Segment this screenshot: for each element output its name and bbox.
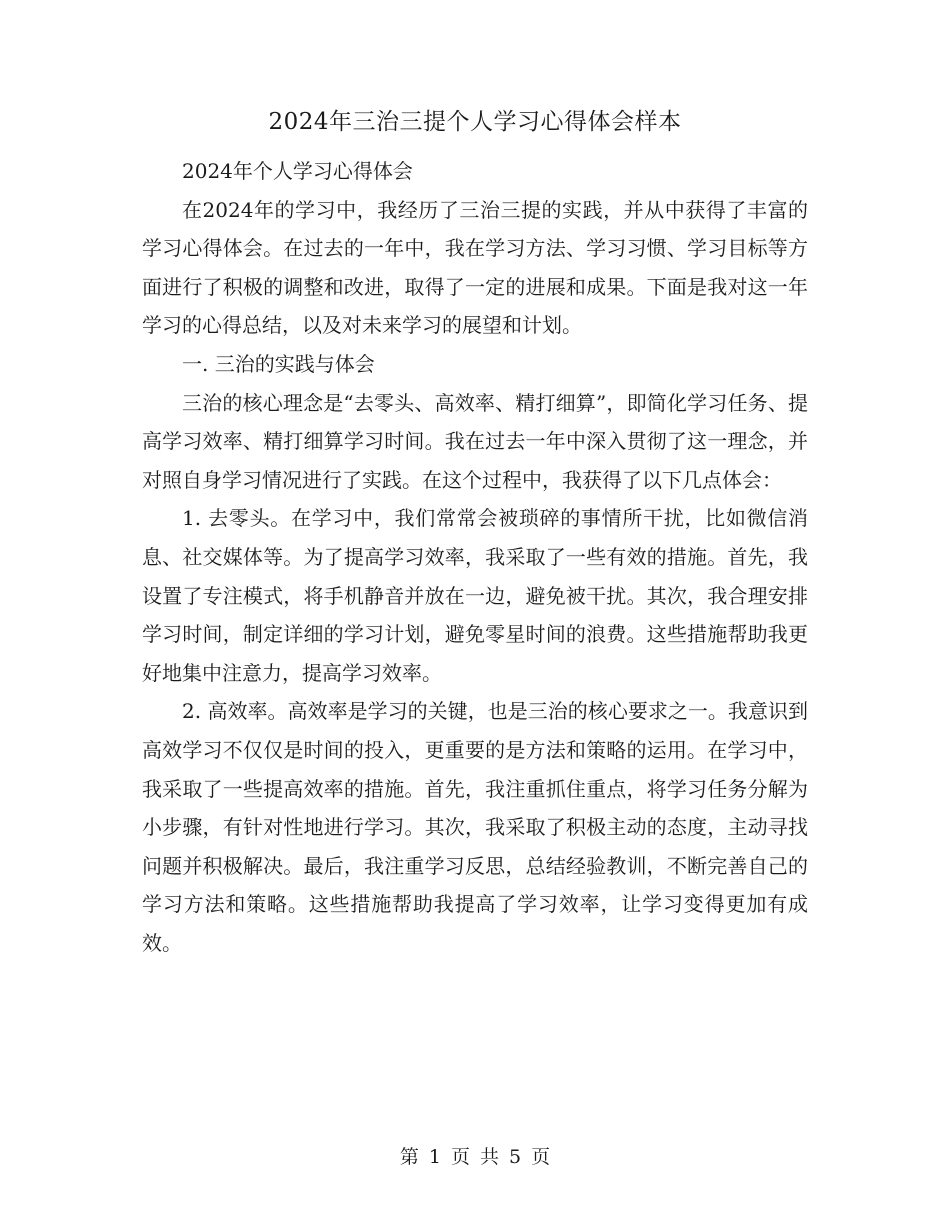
- body-paragraph: 1. 去零头。在学习中，我们常常会被琐碎的事情所干扰，比如微信消息、社交媒体等。为了提高学习效率，我采取了一些有效的措施。首先，我设置了专注模式，将手机静音并放在一边，避免被干扰。其次，我合理安排学习时间，制定详细的学习计划，避免零星时间的浪费。这些措施帮助我更好地集中注意力，提高学习效率。: [142, 506, 808, 685]
- intro-paragraph: 在2024年的学习中，我经历了三治三提的实践，并从中获得了丰富的学习心得体会。在过去的一年中，我在学习方法、学习习惯、学习目标等方面进行了积极的调整和改进，取得了一定的进展和成果。下面是我对这一年学习的心得总结，以及对未来学习的展望和计划。: [142, 197, 808, 338]
- body-paragraph: 三治的核心理念是“去零头、高效率、精打细算”，即简化学习任务、提高学习效率、精打细算学习时间。我在过去一年中深入贯彻了这一理念，并对照自身学习情况进行了实践。在这个过程中，我获得了以下几点体会：: [142, 390, 808, 492]
- body-paragraph: 2. 高效率。高效率是学习的关键，也是三治的核心要求之一。我意识到高效学习不仅仅是时间的投入，更重要的是方法和策略的运用。在学习中，我采取了一些提高效率的措施。首先，我注重抓住重点，将学习任务分解为小步骤，有针对性地进行学习。其次，我采取了积极主动的态度，主动寻找问题并积极解决。最后，我注重学习反思，总结经验教训，不断完善自己的学习方法和策略。这些措施帮助我提高了学习效率，让学习变得更加有成效。: [142, 699, 808, 955]
- page-number: 第 1 页 共 5 页: [399, 1146, 551, 1168]
- document-body: [142, 152, 808, 962]
- subtitle-paragraph: 2024年个人学习心得体会: [182, 159, 413, 183]
- document-title: 2024年三治三提个人学习心得体会样本: [268, 109, 682, 135]
- section-heading: 一. 三治的实践与体会: [182, 351, 375, 376]
